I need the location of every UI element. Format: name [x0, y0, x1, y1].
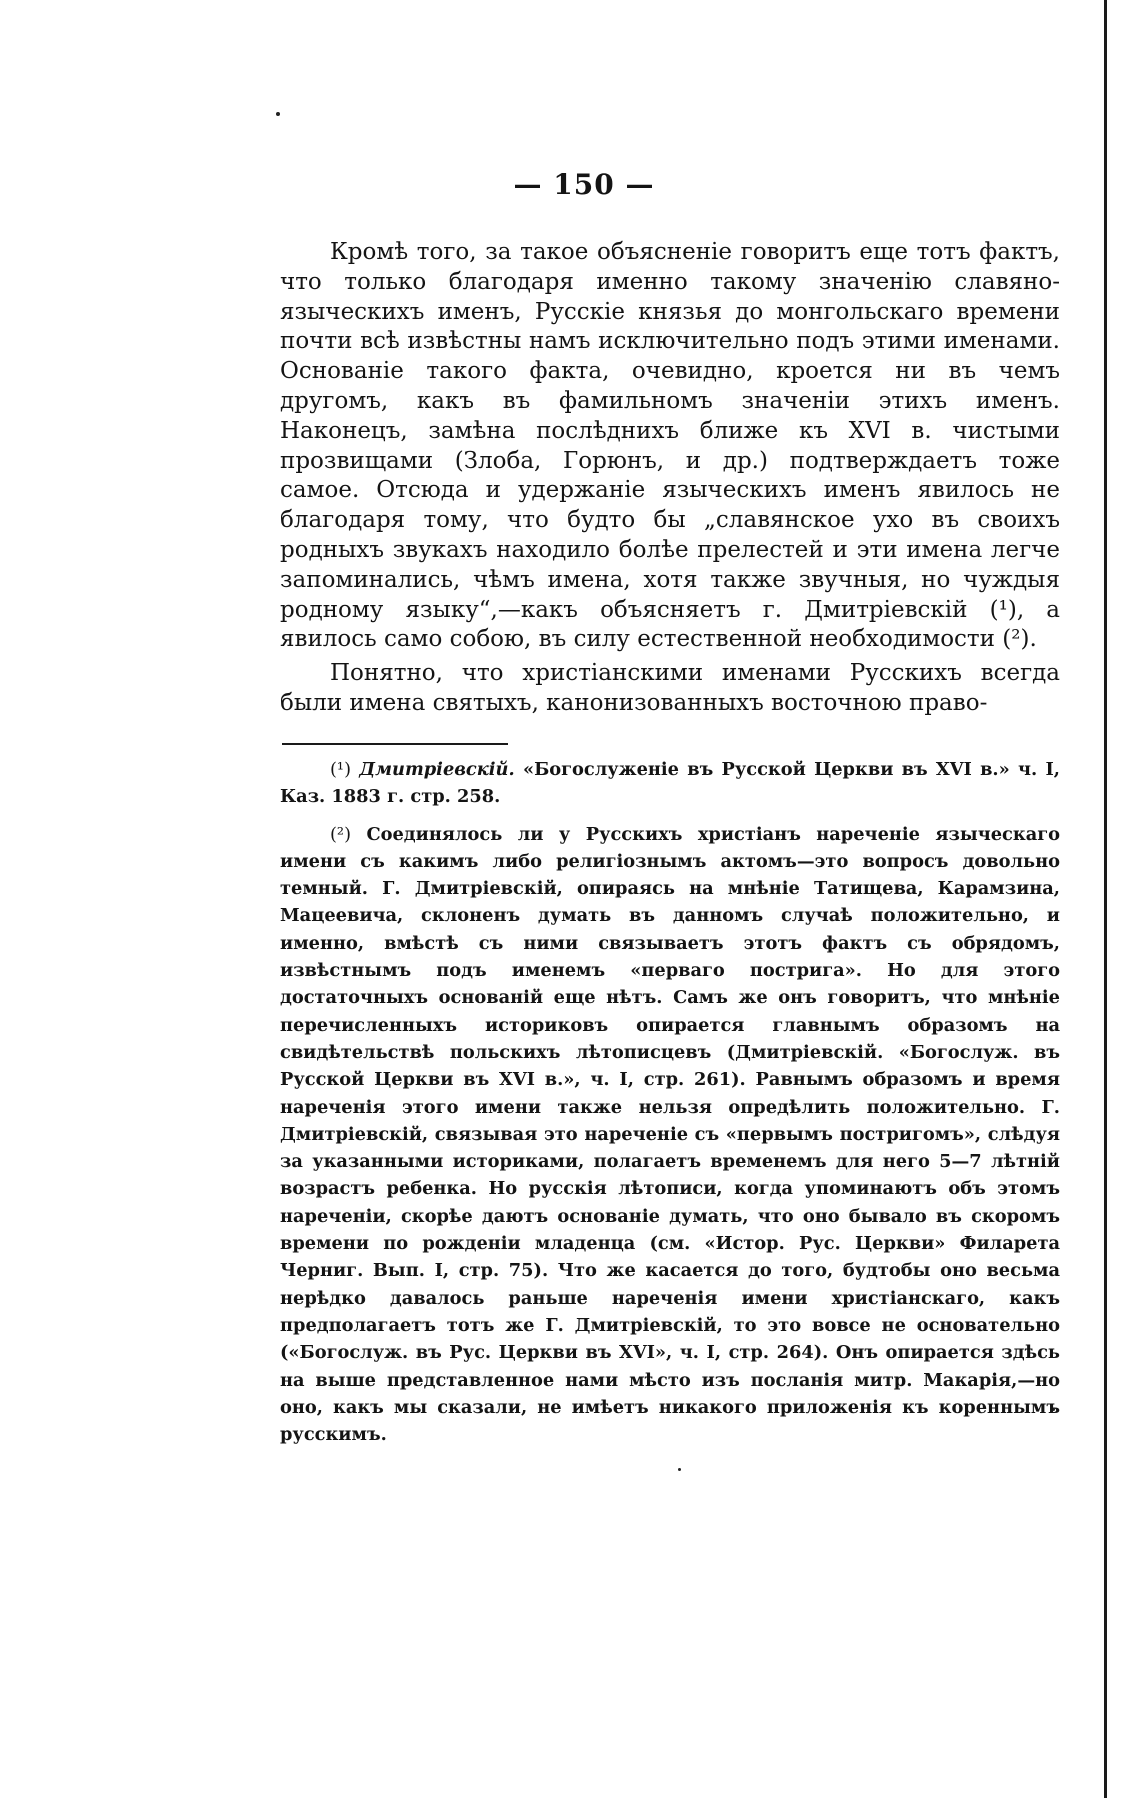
footnote-separator	[282, 743, 508, 745]
body-paragraph: Кромѣ того, за такое объясненіе говоритъ еще тотъ фактъ, что только благодаря именно такому значенію славяно-языческихъ именъ, Русскіе князья до монгольскаго времени почти всѣ извѣстны намъ исключительно подъ этими именами. Основаніе такого факта, очевидно, кроется ни въ чемъ другомъ, какъ въ фамильномъ значеніи этихъ именъ. Наконецъ, замѣна послѣднихъ ближе къ XVI в. чистыми прозвищами (Злоба, Горюнъ, и др.) подтверждаетъ тоже самое. Отсюда и удержаніе языческихъ именъ явилось не благодаря тому, что будто бы „славянское ухо въ своихъ родныхъ звукахъ находило болѣе прелестей и эти имена легче запоминались, чѣмъ имена, хотя также звучныя, но чуждыя родному языку“,—какъ объясняетъ г. Дмитріевскій (¹), а явилось само собою, въ силу естественной необходимости (²).	[280, 239, 1060, 653]
footnote-1	[280, 756, 1060, 811]
footnotes	[280, 756, 1060, 1448]
main-text	[280, 238, 1060, 719]
footnote-2	[280, 821, 1060, 1449]
scan-speck	[276, 112, 280, 116]
body-paragraph: Понятно, что христіанскими именами Русскихъ всегда были имена святыхъ, канонизованныхъ восточною право-	[280, 660, 1060, 716]
footnote-marker: (¹)	[330, 759, 352, 780]
footnote-author: Дмитріевскій.	[359, 759, 515, 780]
footnote-text: «Богослуженіе въ Русской Церкви въ XVI в.» ч. I, Каз. 1883 г. стр. 258.	[280, 759, 1060, 808]
page-number: — 150 —	[513, 168, 655, 201]
footnote-text: Соединялось ли у Русскихъ христіанъ нареченіе языческаго имени съ какимъ либо религіознымъ актомъ—это вопросъ довольно темный. Г. Дмитріевскій, опираясь на мнѣніе Татищева, Карамзина, Мацеевича, склоненъ думать въ данномъ случаѣ положительно, и именно, вмѣстѣ съ ними связываетъ этотъ фактъ съ обрядомъ, извѣстнымъ подъ именемъ «перваго пострига». Но для этого достаточныхъ основаній еще нѣтъ. Самъ же онъ говоритъ, что мнѣніе перечисленныхъ историковъ опирается главнымъ образомъ на свидѣтельствѣ польскихъ лѣтописцевъ (Дмитріевскій. «Богослуж. въ Русской Церкви въ XVI в.», ч. I, стр. 261). Равнымъ образомъ и время нареченія этого имени также нельзя опредѣлить положительно. Г. Дмитріевскій, связывая это нареченіе съ «первымъ постригомъ», слѣдуя за указанными историками, полагаетъ временемъ для него 5—7 лѣтній возрастъ ребенка. Но русскія лѣтописи, когда упоминаютъ объ этомъ нареченіи, скорѣе даютъ основаніе думать, что оно бывало въ скоромъ времени по рожденіи младенца (см. «Истор. Рус. Церкви» Филарета Черниг. Вып. I, стр. 75). Что же касается до того, будтобы оно весьма нерѣдко давалось раньше нареченія имени христіанскаго, какъ предполагаетъ тотъ же Г. Дмитріевскій, то это вовсе не основательно («Богослуж. въ Рус. Церкви въ XVI», ч. I, стр. 264). Онъ опирается здѣсь на выше представленное нами мѣсто изъ посланія митр. Макарія,—но оно, какъ мы сказали, не имѣетъ никакого приложенія къ кореннымъ русскимъ.	[280, 823, 1060, 1446]
scan-speck	[678, 1468, 681, 1471]
footnote-marker: (²)	[330, 823, 352, 845]
scan-page-edge	[1104, 0, 1107, 1798]
